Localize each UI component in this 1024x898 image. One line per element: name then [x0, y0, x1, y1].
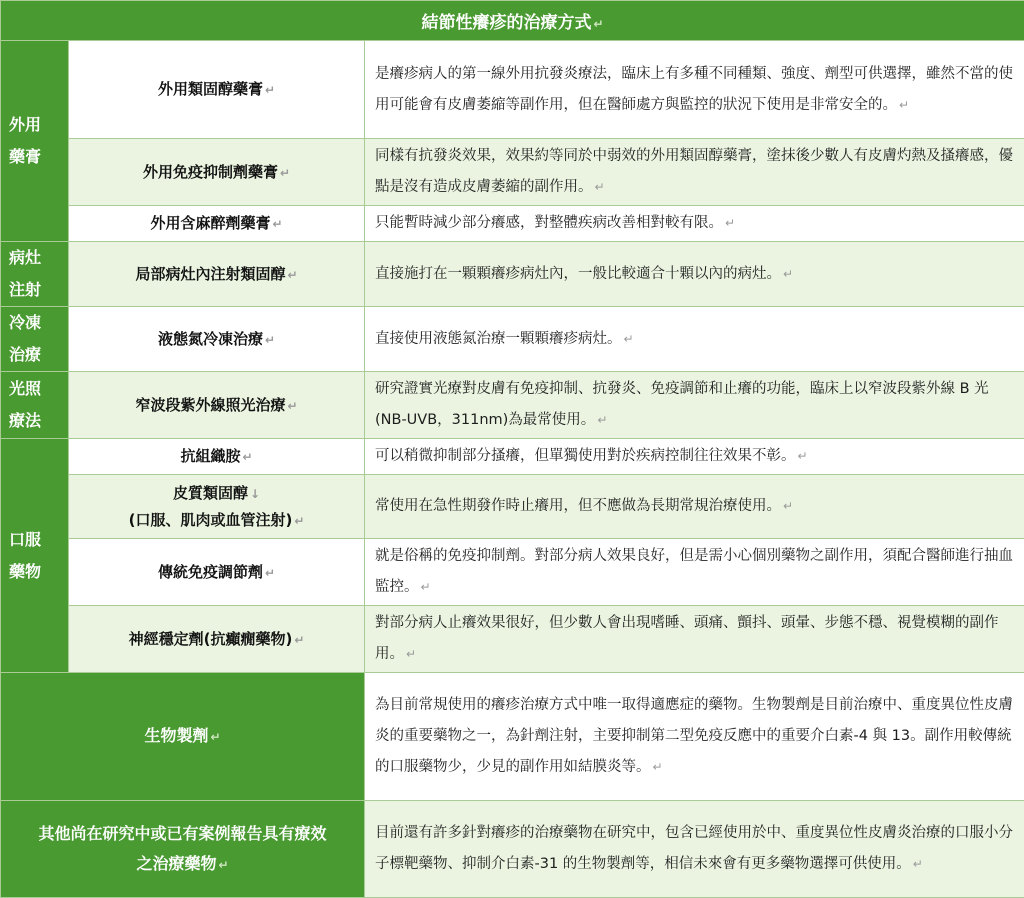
treatment-desc: 為目前常規使用的癢疹治療方式中唯一取得適應症的藥物。生物製劑是目前治療中、重度異位性皮膚炎的重要藥物之一，為針劑注射，主要抑制第二型免疫反應中的重要介白素-4 與 13。副作用較傳統的口服藥物少，少見的副作用如結膜炎等。 ↵: [365, 673, 1024, 801]
treatment-desc: 只能暫時減少部分癢感，對整體疾病改善相對較有限。 ↵: [365, 206, 1024, 242]
treatment-name: 傳統免疫調節劑 ↵: [69, 539, 365, 606]
treatment-desc-text: 目前還有許多針對癢疹的治療藥物在研究中，包含已經使用於中、重度異位性皮膚炎治療的口服小分子標靶藥物、抑制介白素-31 的生物製劑等，相信未來會有更多藥物選擇可供使用。: [375, 825, 1013, 872]
category-biologic-text: 生物製劑: [144, 726, 208, 745]
category-photo: [1, 372, 69, 439]
category-cryo: [1, 307, 69, 372]
treatment-name: 局部病灶內注射類固醇 ↵: [69, 242, 365, 307]
table-title-text: 結節性癢疹的治療方式: [421, 13, 591, 33]
treatment-desc: 研究證實光療對皮膚有免疫抑制、抗發炎、免疫調節和止癢的功能，臨床上以窄波段紫外線 B 光(NB-UVB，311nm)為最常使用。 ↵: [365, 372, 1024, 439]
treatment-desc: 對部分病人止癢效果很好，但少數人會出現嗜睡、頭痛、顫抖、頭暈、步態不穩、視覺模糊的副作用。 ↵: [365, 606, 1024, 673]
treatment-name-text: 窄波段紫外線照光治療: [135, 396, 285, 414]
category-biologic: 生物製劑 ↵: [1, 673, 365, 801]
treatment-desc-text: 只能暫時減少部分癢感，對整體疾病改善相對較有限。: [375, 215, 723, 231]
treatment-desc: 同樣有抗發炎效果，效果約等同於中弱效的外用類固醇藥膏，塗抹後少數人有皮膚灼熱及搔癢感，優點是沒有造成皮膚萎縮的副作用。 ↵: [365, 139, 1024, 206]
table-title: 結節性癢疹的治療方式 ↵: [1, 1, 1024, 41]
treatment-desc-text: 對部分病人止癢效果很好，但少數人會出現嗜睡、頭痛、顫抖、頭暈、步態不穩、視覺模糊的副作用。: [375, 615, 999, 662]
category-oral-line1: 口服: [9, 524, 68, 556]
category-lesion: [1, 242, 69, 307]
treatment-name: 液態氮冷凍治療 ↵: [69, 307, 365, 372]
treatment-desc-text: 就是俗稱的免疫抑制劑。對部分病人效果良好，但是需小心個別藥物之副作用，須配合醫師進行抽血監控。: [375, 548, 1013, 595]
treatment-name-text: 液態氮冷凍治療: [158, 330, 263, 348]
treatment-desc: 就是俗稱的免疫抑制劑。對部分病人效果良好，但是需小心個別藥物之副作用，須配合醫師進行抽血監控。 ↵: [365, 539, 1024, 606]
treatment-desc-text: 為目前常規使用的癢疹治療方式中唯一取得適應症的藥物。生物製劑是目前治療中、重度異位性皮膚炎的重要藥物之一，為針劑注射，主要抑制第二型免疫反應中的重要介白素-4 與 13。副作用較傳統的口服藥物少，少見的副作用如結膜炎等。: [375, 697, 1013, 775]
treatment-name: 窄波段紫外線照光治療 ↵: [69, 372, 365, 439]
treatment-name-subtext: (口服、肌肉或血管注射): [129, 511, 293, 529]
treatment-name: 神經穩定劑(抗癲癇藥物) ↵: [69, 606, 365, 673]
category-lesion-line1: 病灶: [9, 242, 68, 274]
treatment-name-text: 局部病灶內注射類固醇: [135, 265, 285, 283]
category-research: 其他尚在研究中或已有案例報告具有療效 之治療藥物 ↵: [1, 801, 365, 898]
treatment-desc-text: 常使用在急性期發作時止癢用，但不應做為長期常規治療使用。: [375, 498, 781, 514]
treatment-desc-text: 是癢疹病人的第一線外用抗發炎療法，臨床上有多種不同種類、強度、劑型可供選擇，雖然不當的使用可能會有皮膚萎縮等副作用，但在醫師處方與監控的狀況下使用是非常安全的。: [375, 66, 1013, 113]
category-photo-line2: 療法: [9, 405, 68, 437]
category-topical-line1: 外用: [9, 109, 68, 141]
treatment-desc-text: 研究證實光療對皮膚有免疫抑制、抗發炎、免疫調節和止癢的功能，臨床上以窄波段紫外線 B 光(NB-UVB，311nm)為最常使用。: [375, 381, 989, 428]
treatment-name-text: 外用含麻醉劑藥膏: [150, 214, 270, 232]
treatment-name-text: 神經穩定劑(抗癲癇藥物): [129, 630, 293, 648]
category-photo-line1: 光照: [9, 373, 68, 405]
category-cryo-line2: 治療: [9, 339, 68, 371]
treatment-name-text: 外用免疫抑制劑藥膏: [143, 163, 278, 181]
treatment-desc: 可以稍微抑制部分搔癢，但單獨使用對於疾病控制往往效果不彰。 ↵: [365, 439, 1024, 475]
treatment-desc-text: 可以稍微抑制部分搔癢，但單獨使用對於疾病控制往往效果不彰。: [375, 448, 796, 464]
treatment-desc: 直接施打在一顆顆癢疹病灶內，一般比較適合十顆以內的病灶。 ↵: [365, 242, 1024, 307]
category-oral: [1, 439, 69, 673]
category-lesion-line2: 注射: [9, 274, 68, 306]
category-research-line1: 其他尚在研究中或已有案例報告具有療效: [38, 824, 326, 843]
treatment-desc: 目前還有許多針對癢疹的治療藥物在研究中，包含已經使用於中、重度異位性皮膚炎治療的口服小分子標靶藥物、抑制介白素-31 的生物製劑等，相信未來會有更多藥物選擇可供使用。 ↵: [365, 801, 1024, 898]
treatment-desc: 直接使用液態氮治療一顆顆癢疹病灶。 ↵: [365, 307, 1024, 372]
treatment-desc-text: 直接使用液態氮治療一顆顆癢疹病灶。: [375, 331, 622, 347]
treatment-name-text: 傳統免疫調節劑: [158, 563, 263, 581]
treatment-name-text: 外用類固醇藥膏: [158, 80, 263, 98]
treatment-name-text: 抗組織胺: [180, 447, 240, 465]
treatment-name: 外用類固醇藥膏 ↵: [69, 41, 365, 139]
category-topical-line2: 藥膏: [9, 141, 68, 173]
category-cryo-line1: 冷凍: [9, 307, 68, 339]
treatment-desc-text: 同樣有抗發炎效果，效果約等同於中弱效的外用類固醇藥膏，塗抹後少數人有皮膚灼熱及搔癢感，優點是沒有造成皮膚萎縮的副作用。: [375, 148, 1013, 195]
treatment-desc: 是癢疹病人的第一線外用抗發炎療法，臨床上有多種不同種類、強度、劑型可供選擇，雖然不當的使用可能會有皮膚萎縮等副作用，但在醫師處方與監控的狀況下使用是非常安全的。 ↵: [365, 41, 1024, 139]
treatment-name: 抗組織胺 ↵: [69, 439, 365, 475]
treatment-name-text: 皮質類固醇: [173, 484, 248, 502]
treatment-desc-text: 直接施打在一顆顆癢疹病灶內，一般比較適合十顆以內的病灶。: [375, 266, 781, 282]
treatment-name: 皮質類固醇 ↓ (口服、肌肉或血管注射) ↵: [69, 475, 365, 539]
treatment-desc: 常使用在急性期發作時止癢用，但不應做為長期常規治療使用。 ↵: [365, 475, 1024, 539]
treatment-name: 外用含麻醉劑藥膏 ↵: [69, 206, 365, 242]
category-oral-line2: 藥物: [9, 556, 68, 588]
category-topical: [1, 41, 69, 242]
treatment-name: 外用免疫抑制劑藥膏 ↵: [69, 139, 365, 206]
category-research-line2: 之治療藥物: [136, 854, 216, 873]
